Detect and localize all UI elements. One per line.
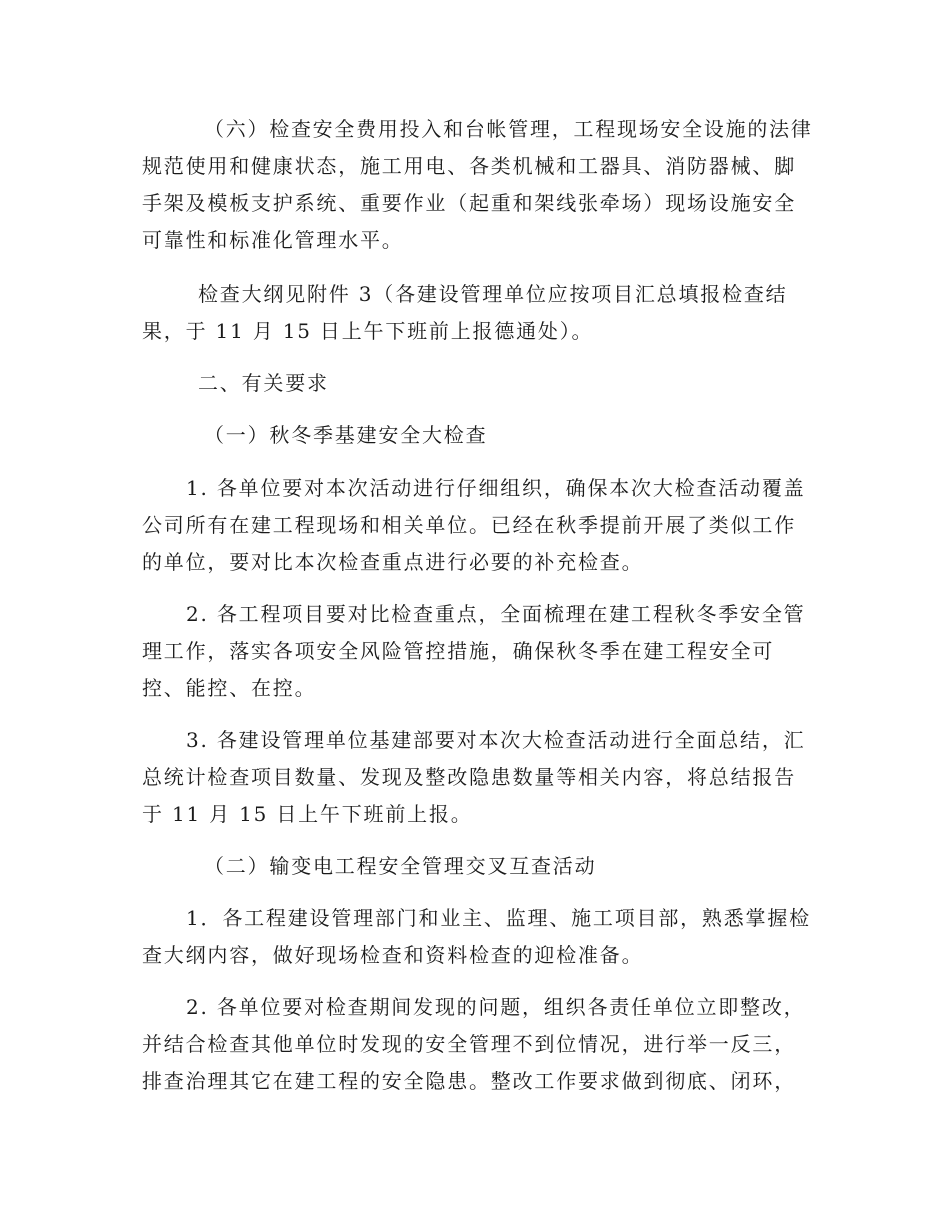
text-line: 果，于 11 月 15 日上午下班前上报德通处）。 (142, 319, 594, 343)
text-line: 于 11 月 15 日上午下班前上报。 (142, 802, 473, 826)
text-line: 的单位，要对比本次检查重点进行必要的补充检查。 (142, 550, 644, 574)
text-line: 2. 各工程项目要对比检查重点，全面梳理在建工程秋冬季安全管 (186, 602, 806, 626)
text-line: 查大纲内容，做好现场检查和资料检查的迎检准备。 (142, 943, 644, 967)
text-line: 规范使用和健康状态，施工用电、各类机械和工器具、消防器械、脚 (142, 154, 796, 178)
subsection-heading: （一）秋冬季基建安全大检查 (204, 423, 488, 447)
text-line: （六）检查安全费用投入和台帐管理，工程现场安全设施的法律 (204, 117, 813, 141)
text-line: 3. 各建设管理单位基建部要对本次大检查活动进行全面总结，汇 (186, 728, 806, 752)
text-line: 1．各工程建设管理部门和业主、监理、施工项目部，熟悉掌握检 (186, 906, 811, 930)
text-line: 排查治理其它在建工程的安全隐患。整改工作要求做到彻底、闭环， (142, 1069, 796, 1093)
section-heading: 二、有关要求 (198, 371, 329, 395)
text-line: 并结合检查其他单位时发现的安全管理不到位情况，进行举一反三， (142, 1032, 796, 1056)
text-line: 手架及模板支护系统、重要作业（起重和架线张牵场）现场设施安全 (142, 191, 796, 215)
text-line: 1. 各单位要对本次活动进行仔细组织，确保本次大检查活动覆盖 (186, 476, 806, 500)
text-line: 公司所有在建工程现场和相关单位。已经在秋季提前开展了类似工作 (142, 513, 796, 537)
text-line: 可靠性和标准化管理水平。 (142, 228, 404, 252)
text-line: 总统计检查项目数量、发现及整改隐患数量等相关内容，将总结报告 (142, 765, 796, 789)
text-line: 2. 各单位要对检查期间发现的问题，组织各责任单位立即整改， (186, 995, 806, 1019)
text-line: 检查大纲见附件 3（各建设管理单位应按项目汇总填报检查结 (198, 282, 788, 306)
text-line: 控、能控、在控。 (142, 676, 317, 700)
subsection-heading: （二）输变电工程安全管理交叉互查活动 (204, 854, 597, 878)
text-line: 理工作，落实各项安全风险管控措施，确保秋冬季在建工程安全可 (142, 639, 775, 663)
